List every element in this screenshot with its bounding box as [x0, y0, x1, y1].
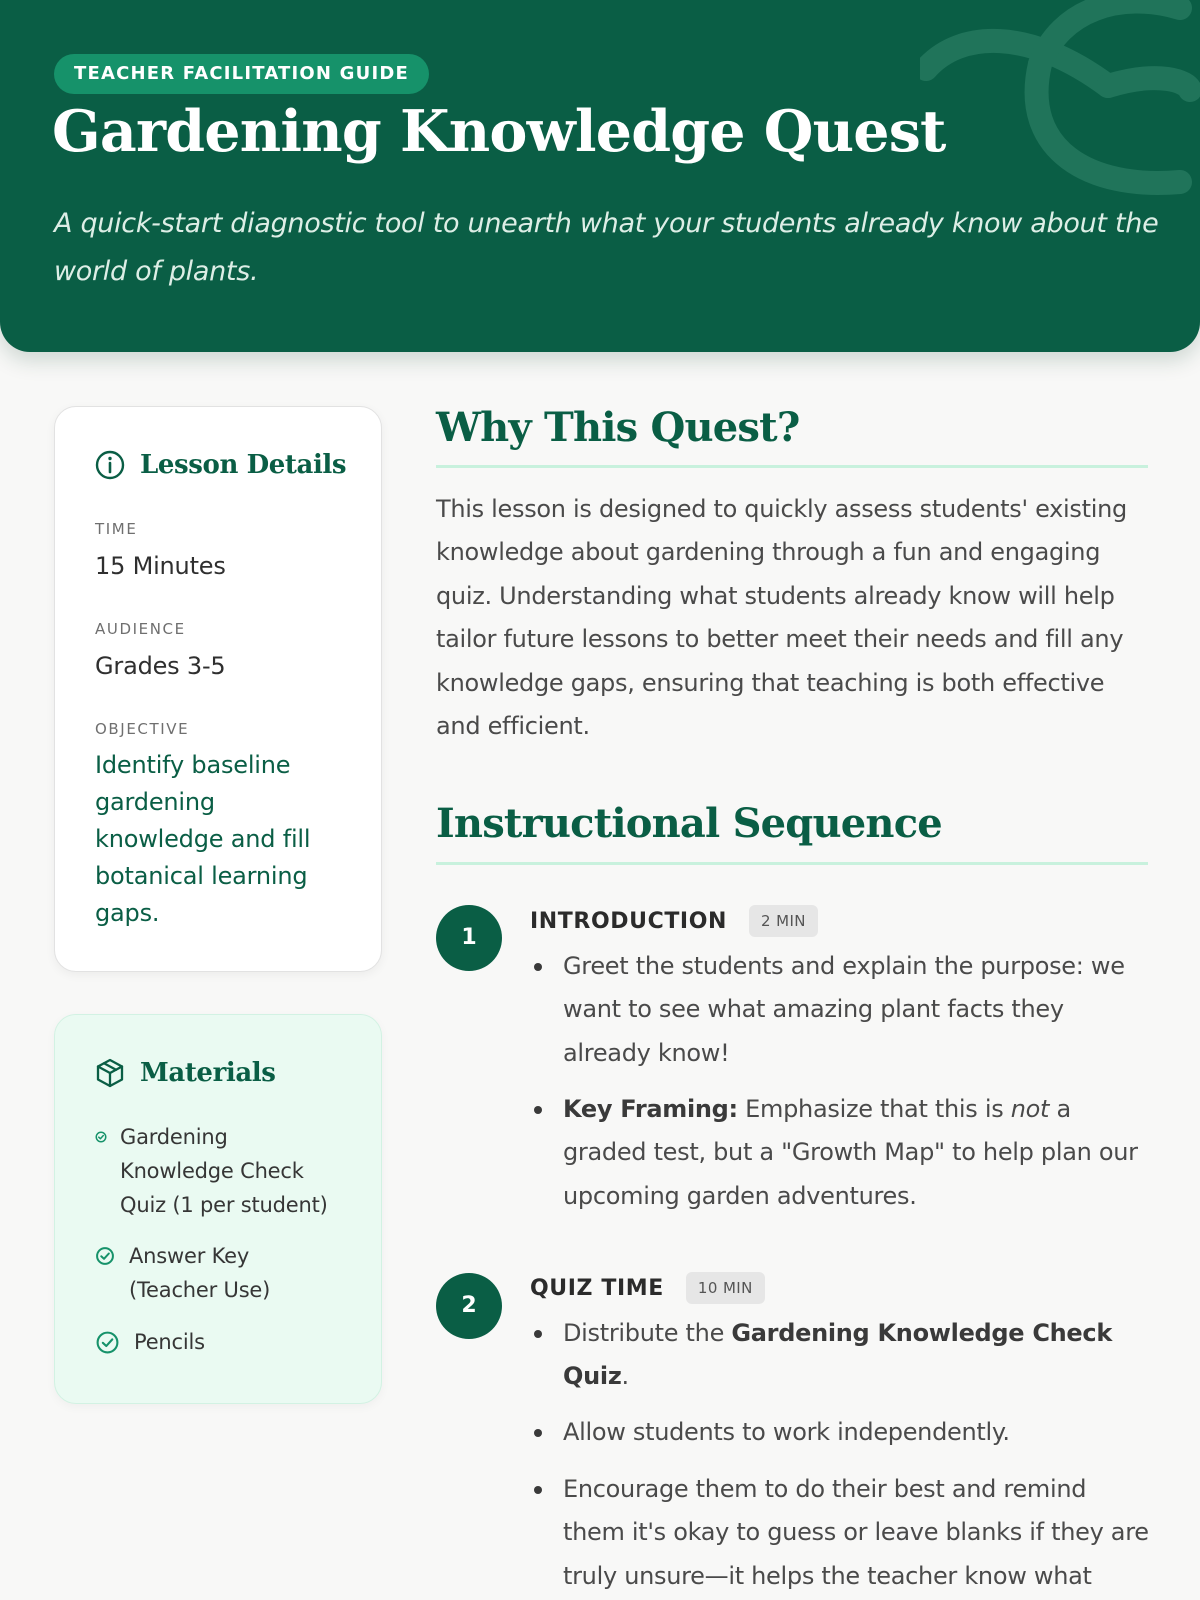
materials-header	[94, 1057, 276, 1089]
lesson-details-header	[94, 449, 346, 481]
audience-label: AUDIENCE	[95, 620, 186, 638]
bullet-text: Emphasize that this is	[737, 1095, 1011, 1123]
material-item	[95, 1120, 345, 1222]
page-title: Gardening Knowledge Quest	[52, 98, 946, 165]
guide-badge: TEACHER FACILITATION GUIDE	[54, 54, 429, 94]
step-title: QUIZ TIME	[530, 1275, 664, 1301]
why-section-title: Why This Quest?	[436, 404, 800, 451]
material-item-label: Answer Key (Teacher Use)	[129, 1244, 271, 1302]
step-bullet: Allow students to work independently.	[563, 1411, 1155, 1454]
step-number-badge: 2	[436, 1273, 502, 1339]
step-header	[530, 1272, 765, 1304]
section-divider	[436, 465, 1148, 468]
audience-value: Grades 3-5	[95, 652, 226, 680]
quiz-name: Gardening Knowledge Check Quiz	[563, 1319, 1113, 1391]
time-label: TIME	[95, 520, 138, 538]
material-item-label: Pencils	[134, 1330, 205, 1354]
lesson-details-title: Lesson Details	[140, 450, 347, 480]
step-bullet: Encourage them to do their best and remind them it's okay to guess or leave blanks if they are truly unsure—it helps the teacher know what	[563, 1468, 1155, 1598]
step-bullet	[563, 1312, 1155, 1399]
why-section-body: This lesson is designed to quickly assess students' existing knowledge about gardening through a fun and engaging quiz. Understanding what students already know will help tailor future lessons to better meet their needs and fill any knowledge gaps, ensuring that teaching is both effective and efficient.	[436, 495, 1127, 741]
step-number-badge: 1	[436, 905, 502, 971]
check-circle-icon	[95, 1246, 115, 1266]
check-circle-icon	[95, 1330, 120, 1355]
page-subtitle: A quick-start diagnostic tool to unearth what your students already know about the world of plants.	[54, 208, 1159, 287]
material-item	[95, 1325, 295, 1359]
step-duration-tag: 10 MIN	[686, 1272, 765, 1304]
sequence-section-title: Instructional Sequence	[436, 800, 942, 847]
step-bullet	[563, 1088, 1155, 1218]
info-icon	[94, 449, 126, 481]
bullet-emphasis: not	[1010, 1095, 1050, 1123]
objective-value: Identify baseline gardening knowledge and fill botanical learning gaps.	[95, 751, 311, 927]
step-duration-tag: 2 MIN	[749, 905, 818, 937]
time-value: 15 Minutes	[95, 552, 226, 580]
materials-title: Materials	[140, 1058, 276, 1088]
material-item-label: Gardening Knowledge Check Quiz (1 per student)	[120, 1125, 328, 1217]
bullet-text: Distribute the	[563, 1319, 732, 1347]
key-framing-label: Key Framing:	[563, 1095, 738, 1123]
package-icon	[94, 1057, 126, 1089]
step-header	[530, 905, 818, 937]
sprout-swirl-icon	[920, 0, 1200, 210]
step-bullet: Greet the students and explain the purpose: we want to see what amazing plant facts they already know!	[563, 945, 1155, 1075]
step-title: INTRODUCTION	[530, 908, 728, 934]
bullet-text: a graded test, but a "Growth Map" to help plan our upcoming garden adventures.	[563, 1095, 1138, 1210]
objective-label: OBJECTIVE	[95, 720, 190, 738]
material-item	[95, 1239, 295, 1307]
check-circle-icon	[95, 1131, 107, 1143]
section-divider	[436, 862, 1148, 865]
hero-header	[0, 0, 1200, 352]
bullet-text: .	[621, 1362, 629, 1391]
